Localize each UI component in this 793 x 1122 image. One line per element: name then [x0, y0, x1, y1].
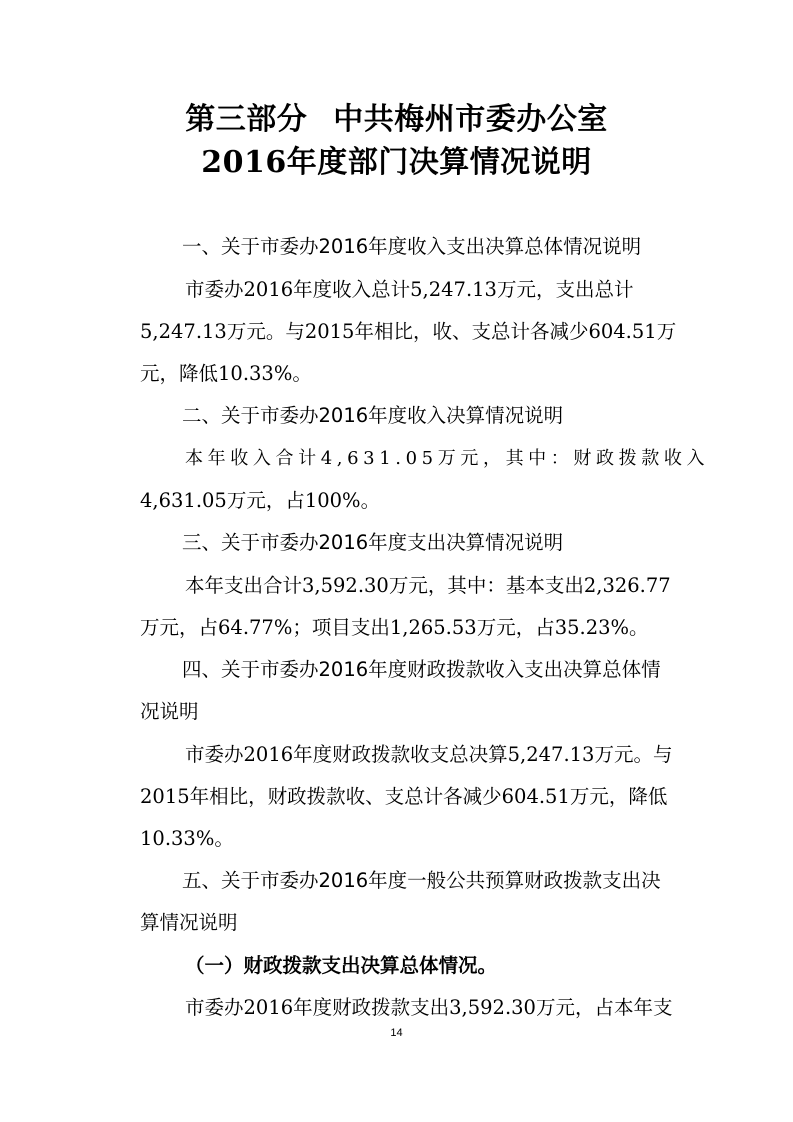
section-2-line-2: 4,631.05万元，占100%。: [140, 489, 381, 512]
section-5-line-1: 市委办2016年度财政拨款支出3,592.30万元，占本年支: [185, 996, 673, 1019]
title-organization: 中共梅州市委办公室: [333, 102, 608, 137]
section-1-line-3: 元，降低10.33%。: [140, 362, 312, 385]
section-3-heading: 三、关于市委办2016年度支出决算情况说明: [182, 531, 564, 554]
section-4-heading-line-2: 况说明: [140, 700, 199, 723]
section-5-heading-line-1: 五、关于市委办2016年度一般公共预算财政拨款支出决: [182, 869, 661, 892]
title-part-label: 第三部分: [185, 102, 308, 137]
section-1-line-1: 市委办2016年度收入总计5,247.13万元，支出总计: [185, 278, 634, 301]
section-4-line-2: 2015年相比，财政拨款收、支总计各减少604.51万元，降低: [140, 785, 668, 808]
section-2-heading: 二、关于市委办2016年度收入决算情况说明: [182, 404, 564, 427]
section-4-line-1: 市委办2016年度财政拨款收支总决算5,247.13万元。与: [185, 743, 673, 766]
section-3-line-1: 本年支出合计3,592.30万元，其中：基本支出2,326.77: [185, 574, 671, 597]
page-number: 14: [390, 1027, 403, 1039]
section-5-sub-heading: （一）财政拨款支出决算总体情况。: [185, 954, 498, 977]
section-4-line-3: 10.33%。: [140, 827, 234, 850]
section-3-line-2: 万元，占64.77%；项目支出1,265.53万元，占35.23%。: [140, 616, 649, 639]
page-title-line-2: 2016年度部门决算情况说明: [201, 145, 592, 180]
section-1-line-2: 5,247.13万元。与2015年相比，收、支总计各减少604.51万: [140, 320, 677, 343]
section-1-heading: 一、关于市委办2016年度收入支出决算总体情况说明: [182, 235, 642, 258]
section-2-line-1: 本年收入合计4,631.05万元，其中：财政拨款收入: [185, 448, 710, 469]
section-4-heading-line-1: 四、关于市委办2016年度财政拨款收入支出决算总体情: [182, 658, 661, 681]
page-title-line-1: [0, 100, 793, 140]
section-5-heading-line-2: 算情况说明: [140, 911, 238, 934]
